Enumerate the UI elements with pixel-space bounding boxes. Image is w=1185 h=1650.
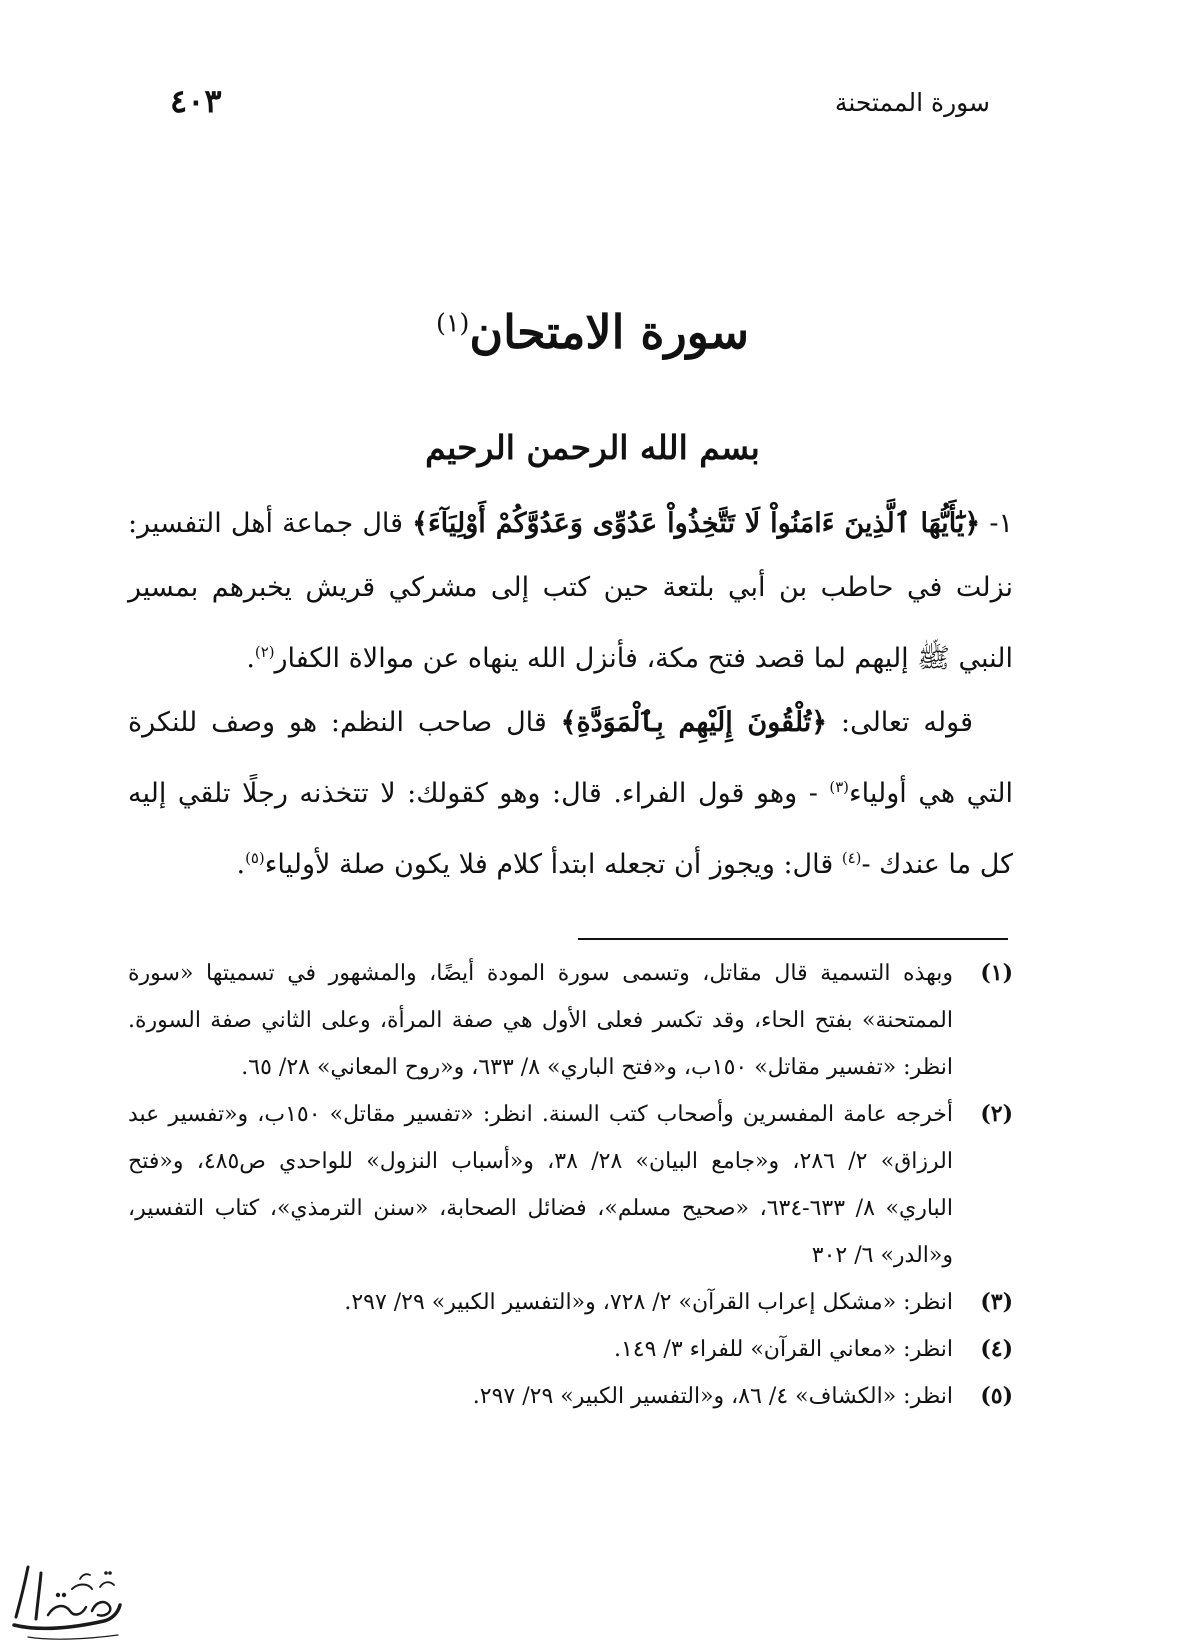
footnotes bbox=[128, 950, 1013, 1420]
footnote-number: (٢) bbox=[980, 1101, 1013, 1127]
running-head bbox=[170, 78, 990, 128]
surah-title-text: سورة الامتحان bbox=[469, 305, 749, 359]
footnote-1 bbox=[128, 950, 1013, 1091]
footnote-ref-2: (٢) bbox=[254, 643, 275, 661]
footnote-ref-3: (٣) bbox=[829, 778, 849, 796]
surah-title bbox=[0, 305, 1185, 359]
basmala: بسم الله الرحمن الرحيم bbox=[425, 428, 760, 467]
footnote-4 bbox=[128, 1326, 1013, 1373]
footnote-number: (١) bbox=[980, 960, 1013, 986]
footnote-3 bbox=[128, 1279, 1013, 1326]
footnote-text: أخرجه عامة المفسرين وأصحاب كتب السنة. انظر: «تفسير مقاتل» ١٥٠ب، و«تفسير عبد الرزاق» ٢/ ٢٨٦، و«جامع البيان» ٢٨/ ٣٨، و«أسباب النزول» للواحدي ص٤٨٥، و«فتح الباري» ٨/ ٦٣٣-٦٣٤، «صحيح مسلم»، فضائل الصحابة، «سنن الترمذي»، كتاب التفسير، و«الدر» ٦/ ٣٠٢ bbox=[128, 1102, 954, 1268]
footnote-number: (٥) bbox=[980, 1383, 1013, 1409]
footnote-text: انظر: «مشكل إعراب القرآن» ٢/ ٧٢٨، و«التفسير الكبير» ٢٩/ ٢٩٧. bbox=[344, 1290, 953, 1315]
footnote-ref-5: (٥) bbox=[245, 849, 265, 867]
paragraph-end: . bbox=[236, 849, 246, 880]
footnote-5 bbox=[128, 1373, 1013, 1420]
paragraph-2 bbox=[128, 691, 1013, 897]
quran-verse: ﴿يَٰٓأَيُّهَا ٱلَّذِينَ ءَامَنُواْ لَا تَتَّخِذُواْ عَدُوِّى وَعَدُوَّكُمْ أَوْلِيَآءَ﴾ bbox=[412, 508, 981, 539]
running-title: سورة الممتحنة bbox=[834, 88, 990, 117]
library-stamp-icon bbox=[8, 1555, 126, 1645]
paragraph-text: قال جماعة أهل التفسير: نزلت في حاطب بن أبي بلتعة حين كتب إلى مشركي قريش يخبرهم بمسير النبي ﷺ إليهم لما قصد فتح مكة، فأنزل الله ينهاه عن موالاة الكفار bbox=[128, 508, 1013, 674]
main-text bbox=[128, 492, 1013, 897]
footnote-2 bbox=[128, 1091, 1013, 1279]
quran-verse: ﴿تُلْقُونَ إِلَيْهِم بِٱلْمَوَدَّةِ﴾ bbox=[560, 707, 828, 738]
paragraph-end: . bbox=[246, 643, 255, 674]
verse-number: ١- bbox=[980, 508, 1013, 539]
page-number: ٤٠٣ bbox=[170, 82, 222, 120]
paragraph-1 bbox=[128, 492, 1013, 691]
paragraph-text: قال: ويجوز أن تجعله ابتدأ كلام فلا يكون صلة لأولياء bbox=[264, 849, 842, 880]
footnote-text: انظر: «معاني القرآن» للفراء ٣/ ١٤٩. bbox=[613, 1337, 953, 1362]
footnote-text: وبهذه التسمية قال مقاتل، وتسمى سورة المودة أيضًا، والمشهور في تسميتها «سورة الممتحنة» بفتح الحاء، وقد تكسر فعلى الأول هي صفة المرأة، وعلى الثاني صفة السورة. انظر: «تفسير مقاتل» ١٥٠ب، و«فتح الباري» ٨/ ٦٣٣، و«روح المعاني» ٢٨/ ٦٥. bbox=[128, 961, 953, 1080]
paragraph-text: قال صاحب النظم: هو وصف للنكرة التي هي أولياء bbox=[128, 707, 1013, 809]
footnote-number: (٣) bbox=[980, 1289, 1013, 1315]
footnote-number: (٤) bbox=[980, 1336, 1013, 1362]
footnote-separator bbox=[578, 938, 1008, 940]
footnote-ref-4: (٤) bbox=[841, 849, 862, 867]
paragraph-intro: قوله تعالى: bbox=[827, 707, 973, 738]
footnote-text: انظر: «الكشاف» ٤/ ٨٦، و«التفسير الكبير» ٢٩/ ٢٩٧. bbox=[472, 1384, 953, 1409]
stamp-calligraphy bbox=[8, 1555, 126, 1645]
paragraph-text: - وهو قول الفراء. قال: وهو كقولك: لا تتخذنه رجلًا تلقي إليه كل ما عندك - bbox=[128, 778, 1013, 880]
surah-title-footnote-ref: (١) bbox=[435, 308, 470, 338]
